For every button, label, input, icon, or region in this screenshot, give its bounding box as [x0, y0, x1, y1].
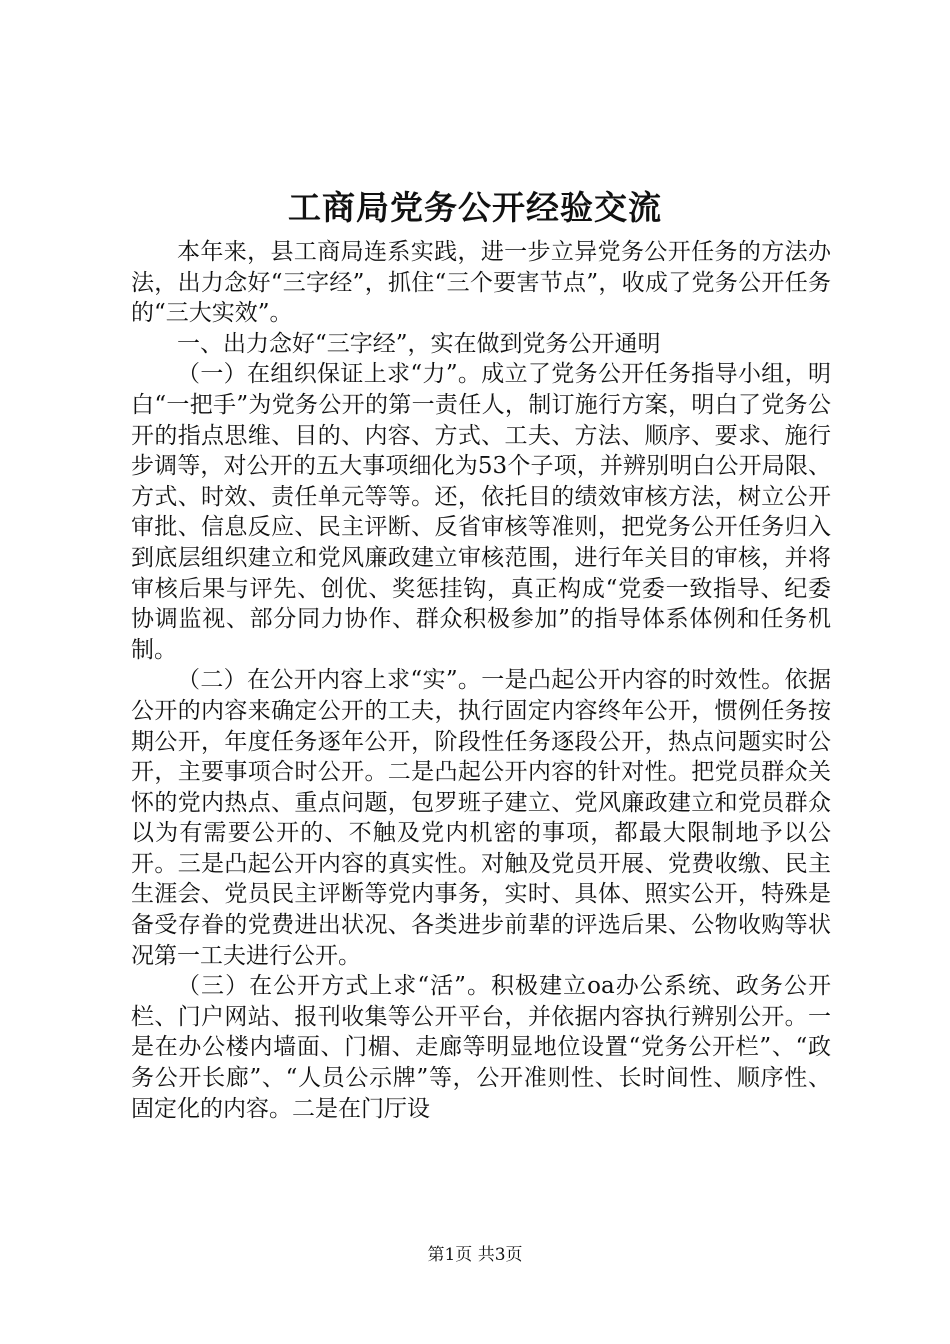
- body-paragraph-2: （二）在公开内容上求“实”。一是凸起公开内容的时效性。依据公开的内容来确定公开的工夫，执行固定内容终年公开，惯例任务按期公开，年度任务逐年公开，阶段性任务逐段公开，热点问题实时公开，主要事项合时公开。二是凸起公开内容的针对性。把党员群众关怀的党内热点、重点问题，包罗班子建立、党风廉政建立和党员群众以为有需要公开的、不触及党内机密的事项，都最大限制地予以公开。三是凸起公开内容的真实性。对触及党员开展、党费收缴、民主生涯会、党员民主评断等党内事务，实时、具体、照实公开，特殊是备受存眷的党费进出状况、各类进步前辈的评选后果、公物收购等状况第一工夫进行公开。: [131, 667, 831, 969]
- document-title: 工商局党务公开经验交流: [288, 188, 662, 227]
- body-paragraph-3: （三）在公开方式上求“活”。积极建立oa办公系统、政务公开栏、门户网站、报刊收集等公开平台，并依据内容执行辨别公开。一是在办公楼内墙面、门楣、走廊等明显地位设置“党务公开栏”、“政务公开长廊”、“人员公示牌”等，公开准则性、长时间性、顺序性、固定化的内容。二是在门厅设: [131, 973, 831, 1122]
- page-number-footer: 第1页 共3页: [427, 1245, 523, 1265]
- document-body: [131, 237, 831, 1124]
- section-heading-1: 一、出力念好“三字经”，实在做到党务公开通明: [177, 330, 661, 357]
- intro-paragraph: 本年来，县工商局连系实践，进一步立异党务公开任务的方法办法，出力念好“三字经”，抓住“三个要害节点”，收成了党务公开任务的“三大实效”。: [131, 239, 831, 327]
- body-paragraph-1: （一）在组织保证上求“力”。成立了党务公开任务指导小组，明白“一把手”为党务公开的第一责任人，制订施行方案，明白了党务公开的指点思维、目的、内容、方式、工夫、方法、顺序、要求、施行步调等，对公开的五大事项细化为53个子项，并辨别明白公开局限、方式、时效、责任单元等等。还，依托目的绩效审核方法，树立公开审批、信息反应、民主评断、反省审核等准则，把党务公开任务归入到底层组织建立和党风廉政建立审核范围，进行年关目的审核，并将审核后果与评先、创优、奖惩挂钩，真正构成“党委一致指导、纪委协调监视、部分同力协作、群众积极参加”的指导体系体例和任务机制。: [131, 361, 831, 663]
